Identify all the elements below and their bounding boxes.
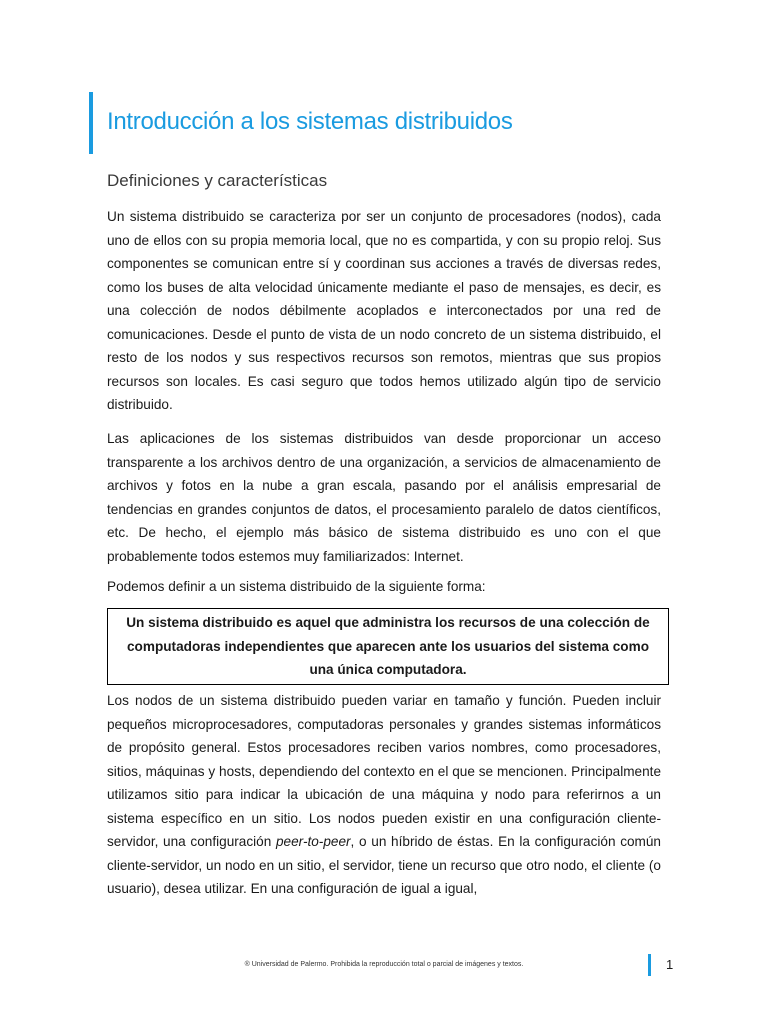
paragraph-4-text-before: Los nodos de un sistema distribuido pueden variar en tamaño y función. Pueden incluir pequeños microprocesadores, computadoras personales y grandes sistemas informáticos de propósito general. Estos procesadores reciben varios nombres, como procesadores, sitios, máquinas y hosts, dependiendo del contexto en el que se mencionen. Principalmente utilizamos sitio para indicar la ubicación de una máquina y nodo para referirnos a un sistema específico en un sitio. Los nodos pueden existir en una configuración cliente-servidor, una configuración — [107, 693, 661, 849]
page-number: 1 — [666, 957, 674, 972]
paragraph-1: Un sistema distribuido se caracteriza por ser un conjunto de procesadores (nodos), cada uno de ellos con su propia memoria local, que no es compartida, y con su propio reloj. Sus componentes se comunican entre sí y coordinan sus acciones a través de diversas redes, como los buses de alta velocidad únicamente mediante el paso de mensajes, es decir, es una colección de nodos débilmente acoplados e interconectados por una red de comunicaciones. Desde el punto de vista de un nodo concreto de un sistema distribuido, el resto de los nodos y sus respectivos recursos son remotos, mientras que sus propios recursos son locales. Es casi seguro que todos hemos utilizado algún tipo de servicio distribuido. — [107, 209, 661, 412]
paragraph-4-text-after: , o un híbrido de éstas. En la configuración común cliente-servidor, un nodo en un sitio, el servidor, tiene un recurso que otro nodo, el cliente (o usuario), desea utilizar. En una configuración de igual a igual, — [107, 834, 661, 896]
section-subtitle: Definiciones y características — [107, 171, 328, 190]
footer-accent-bar — [648, 954, 651, 976]
definition-callout: Un sistema distribuido es aquel que administra los recursos de una colección de computadoras independientes que aparecen ante los usuarios del sistema como una única computadora. — [107, 608, 669, 685]
page-title: Introducción a los sistemas distribuidos — [107, 108, 513, 135]
footer-copyright: ® Universidad de Palermo. Prohibida la reproducción total o parcial de imágenes y textos. — [244, 961, 524, 968]
paragraph-4 — [107, 689, 661, 901]
paragraph-2: Las aplicaciones de los sistemas distribuidos van desde proporcionar un acceso transparente a los archivos dentro de una organización, a servicios de almacenamiento de archivos y fotos en la nube a gran escala, pasando por el análisis empresarial de tendencias en grandes conjuntos de datos, el procesamiento paralelo de datos científicos, etc. De hecho, el ejemplo más básico de sistema distribuido es uno con el que probablemente todos estemos muy familiarizados: Internet. — [107, 431, 661, 564]
title-accent-bar — [89, 92, 93, 154]
paragraph-3: Podemos definir a un sistema distribuido de la siguiente forma: — [107, 579, 486, 594]
paragraph-4-italic-term: peer-to-peer — [275, 834, 351, 849]
